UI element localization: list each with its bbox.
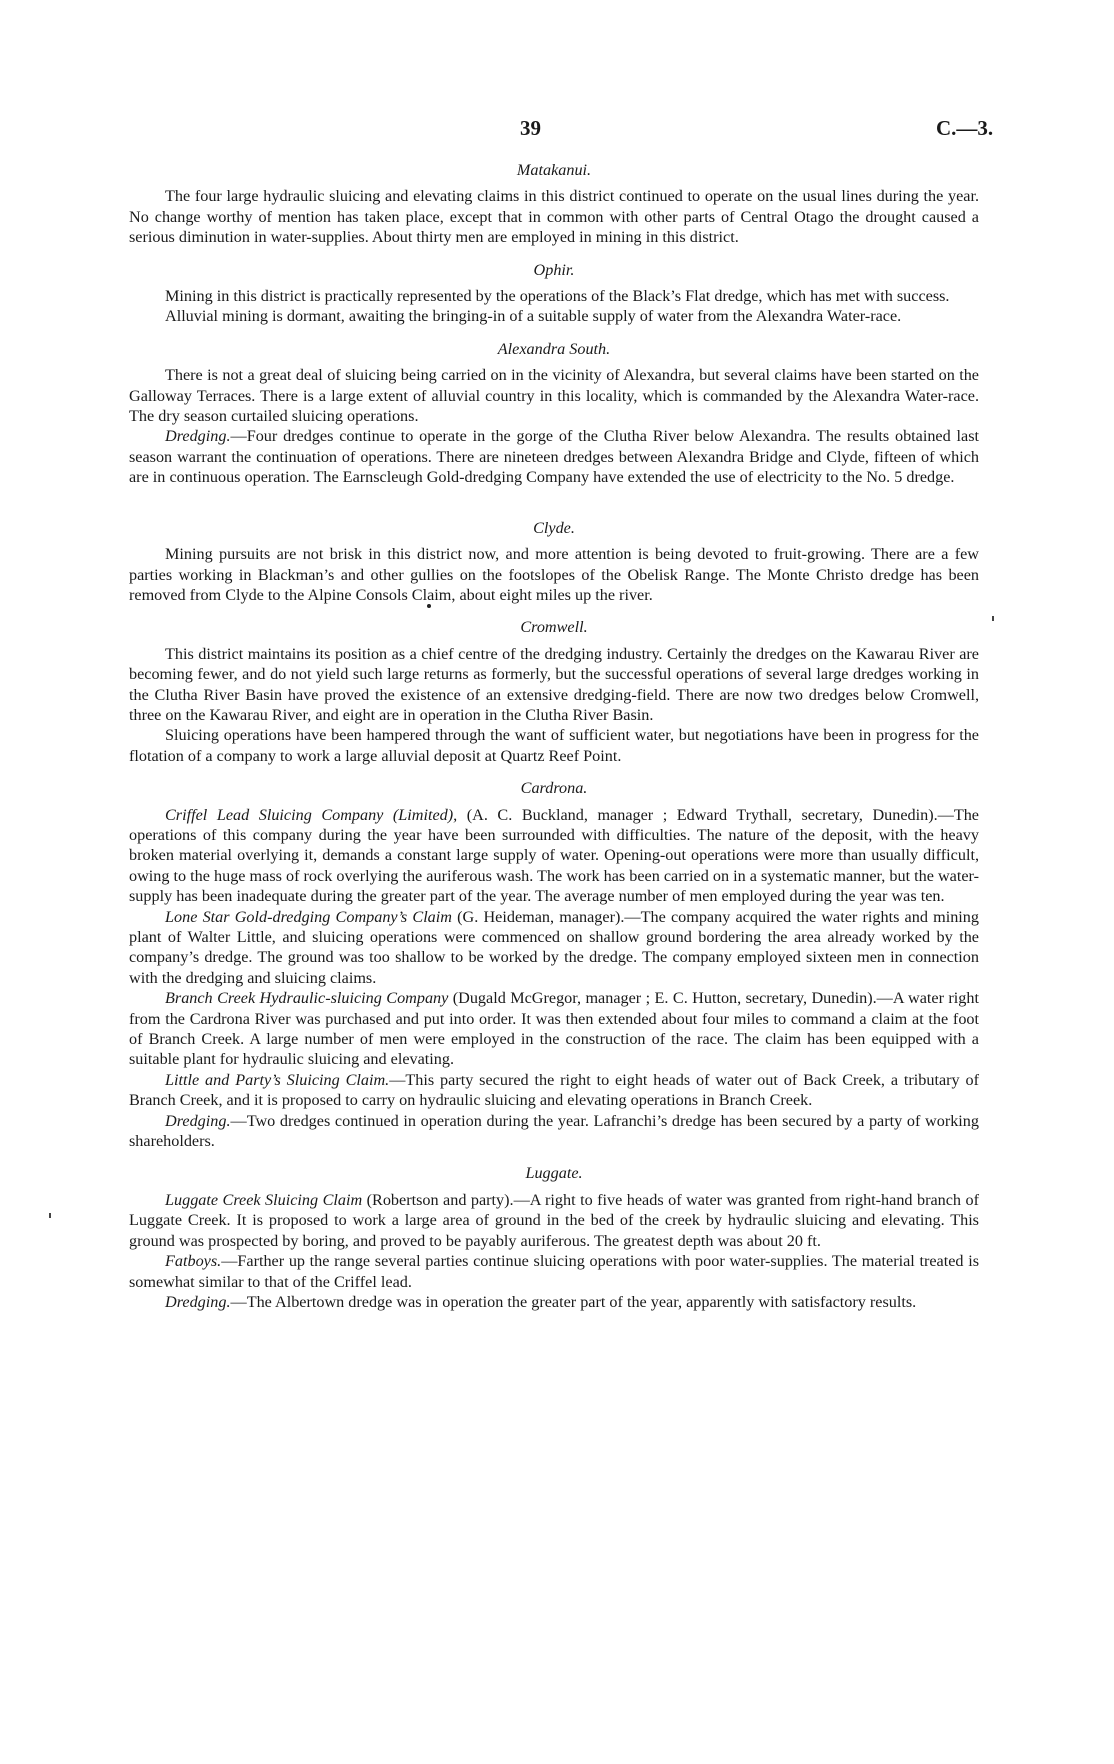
paragraph: Luggate Creek Sluicing Claim (Robertson and party).—A right to five heads of water was granted from right-hand branch of Luggate Creek. It is proposed to work a large area of ground in the bed of the creek by hydraulic sluicing and elevating. This ground was prospected by boring, and proved to be payably auriferous. The greatest depth was about 20 ft. [129, 1190, 979, 1250]
run-in-heading: Dredging. [165, 1111, 231, 1130]
section-heading-luggate: Luggate. [525, 1164, 583, 1183]
margin-mark [49, 1213, 51, 1218]
paragraph: Branch Creek Hydraulic-sluicing Company (Dugald McGregor, manager ; E. C. Hutton, secretary, Dunedin).—A water right from the Cardrona River was purchased and put into order. It was then extended about four miles to command a claim at the foot of Branch Creek. A large number of men were employed in the construction of the race. The claim has been equipped with a suitable plant for hydraulic sluicing and elevating. [129, 989, 979, 1069]
document-body [129, 160, 979, 1312]
run-in-heading: Branch Creek Hydraulic-sluicing Company [165, 989, 449, 1008]
paragraph: The four large hydraulic sluicing and elevating claims in this district continued to operate on the usual lines during the year. No change worthy of mention has taken place, except that in common with other parts of Central Otago the drought caused a serious diminution in water-supplies. About thirty men are employed in mining in this district. [129, 187, 979, 247]
run-in-heading: Dredging. [165, 1292, 231, 1311]
section-heading-matakanui: Matakanui. [516, 161, 592, 179]
run-in-heading: Little and Party’s Sluicing Claim. [165, 1070, 390, 1089]
paragraph: Criffel Lead Sluicing Company (Limited), (A. C. Buckland, manager ; Edward Trythall, secretary, Dunedin).—The operations of this company during the year have been surrounded with difficulties. The nature of the deposit, with the heavy broken material overlying it, demands a constant large supply of water. Opening-out operations were more than usually difficult, owing to the huge mass of rock overlying the auriferous wash. The work has been carried on in a systematic manner, but the water-supply has been inadequate during the greater part of the year. The average number of men employed during the year was ten. [129, 805, 979, 906]
paragraph: Dredging.—The Albertown dredge was in operation the greater part of the year, apparently with satisfactory results. [165, 1292, 917, 1311]
run-in-heading: Fatboys. [165, 1252, 222, 1271]
paragraph: Alluvial mining is dormant, awaiting the bringing-in of a suitable supply of water from the Alexandra Water-race. [165, 307, 902, 326]
run-in-heading: Dredging. [165, 427, 231, 446]
section-heading-alexandra-south: Alexandra South. [497, 339, 611, 358]
paragraph: This district maintains its position as a chief centre of the dredging industry. Certainly the dredges on the Kawarau River are becoming fewer, and do not yield such large returns as formerly, but the successful operations of several large dredges working in the Clutha River Basin have proved the existence of an extensive dredging-field. There are now two dredges below Cromwell, three on the Kawarau River, and eight are in operation in the Clutha River Basin. [129, 644, 979, 724]
paragraph: Lone Star Gold-dredging Company’s Claim (G. Heideman, manager).—The company acquired the water rights and mining plant of Walter Little, and sluicing operations were commenced on shallow ground bordering the area already worked by the company’s dredge. The ground was too shallow to be worked by the dredge. The company employed sixteen men in connection with the dredging and sluicing claims. [129, 907, 979, 987]
paragraph: Mining in this district is practically represented by the operations of the Black’s Flat dredge, which has met with success. [165, 287, 950, 306]
paragraph: There is not a great deal of sluicing being carried on in the vicinity of Alexandra, but several claims have been started on the Galloway Terraces. There is a large extent of alluvial country in this locality, which is commanded by the Alexandra Water-race. The dry season curtailed sluicing operations. [129, 366, 979, 426]
section-heading-cardrona: Cardrona. [520, 779, 588, 798]
paragraph: Sluicing operations have been hampered through the want of sufficient water, but negotiations have been in progress for the flotation of a company to work a large alluvial deposit at Quartz Reef Point. [129, 726, 979, 765]
paragraph: Mining pursuits are not brisk in this district now, and more attention is being devoted to fruit-growing. There are a few parties working in Blackman’s and other gullies on the footslopes of the Obelisk Range. The Monte Christo dredge has been removed from Clyde to the Alpine Consols Claim, about eight miles up the river. [129, 545, 979, 604]
run-in-heading: Criffel Lead Sluicing Company (Limited), [165, 805, 458, 824]
paragraph: Fatboys.—Farther up the range several parties continue sluicing operations with poor water-supplies. The material treated is somewhat similar to that of the Criffel lead. [129, 1252, 979, 1291]
page-number: 39 [520, 116, 541, 140]
paragraph: Dredging.—Two dredges continued in operation during the year. Lafranchi’s dredge has been secured by a party of working shareholders. [129, 1111, 979, 1151]
section-heading-cromwell: Cromwell. [520, 618, 588, 637]
run-in-heading: Lone Star Gold-dredging Company’s Claim [165, 907, 452, 926]
section-heading-ophir: Ophir. [533, 260, 575, 279]
paragraph: Little and Party’s Sluicing Claim.—This party secured the right to eight heads of water out of Back Creek, a tributary of Branch Creek, and it is proposed to carry on hydraulic sluicing and elevating operations in Branch Creek. [129, 1070, 979, 1110]
run-in-heading: Luggate Creek Sluicing Claim [165, 1190, 363, 1209]
margin-mark [992, 616, 994, 621]
document-reference: C.—3. [936, 116, 994, 140]
section-heading-clyde: Clyde. [533, 518, 575, 537]
paragraph: Dredging.—Four dredges continue to operate in the gorge of the Clutha River below Alexandra. The results obtained last season warrant the continuation of operations. There are nineteen dredges between Alexandra Bridge and Clyde, fifteen of which are in continuous operation. The Earnscleugh Gold-dredging Company have extended the use of electricity to the No. 5 dredge. [129, 427, 979, 487]
